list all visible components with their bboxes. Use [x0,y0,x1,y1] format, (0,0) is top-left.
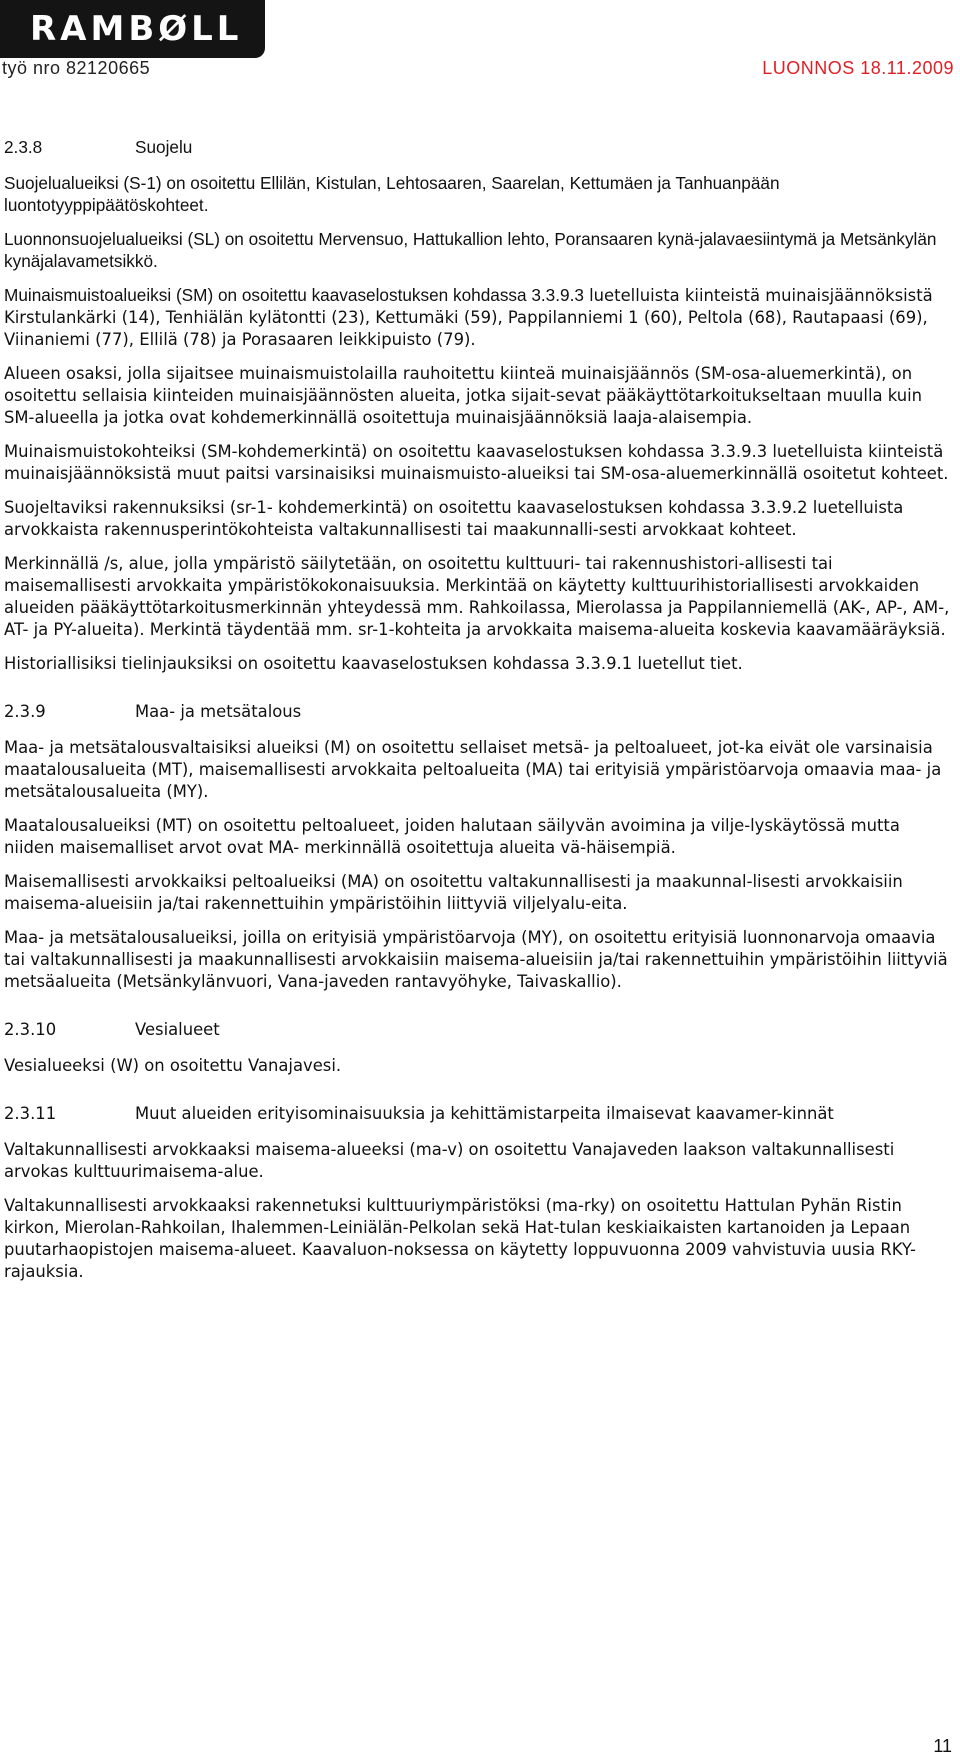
section-number: 2.3.11 [4,1104,57,1123]
paragraph [4,284,954,351]
section-heading-2-3-8 [4,136,954,158]
paragraph: Vesialueeksi (W) on osoitettu Vanajavesi. [4,1056,342,1075]
paragraph: Suojelualueiksi (S-1) on osoitettu Ellilän, Kistulan, Lehtosaaren, Saarelan, Kettumäen ja Tanhuanpään luontotyyppipäätöskohteet. [4,173,780,215]
paragraph: Suojeltaviksi rakennuksiksi (sr-1- kohdemerkintä) on osoitettu kaavaselostuksen kohdassa 3.3.9.2 luetelluista arvokkaista rakennusperintökohteista valtakunnallisesti tai maakunnalli-sesti arvokkaat kohteet. [4,498,904,539]
paragraph: Historiallisiksi tielinjauksiksi on osoitettu kaavaselostuksen kohdassa 3.3.9.1 luetellut tiet. [4,654,743,673]
paragraph: Maa- ja metsätalousalueiksi, joilla on erityisiä ympäristöarvoja (MY), on osoitettu erityisiä luonnonarvoja omaavia tai valtakunnallisesti ja maakunnallisesti arvokkaisiin maisema-alueisiin ja/tai rakennettuihin ympäristöihin liittyviä metsäalueita (Metsänkylänvuori, Vana-javeden rantavyöhyke, Taivaskallio). [4,928,948,991]
paragraph-rest: luetelluista kiinteistä muinaisjäännöksistä Kirstulankärki (14), Tenhiälän kylätontti (23), Kettumäki (59), Pappilanniemi 1 (60), Peltola (68), Rautapaasi (69), Viinaniemi (77), Ellilä (78) ja Porasaaren leikkipuisto (79). [4,286,933,349]
section-title: Muut alueiden erityisominaisuuksia ja kehittämistarpeita ilmaisevat kaavamer-kinnät [135,1104,834,1123]
section-title: Maa- ja metsätalous [135,702,302,721]
section-heading-2-3-11 [4,1103,954,1125]
paragraph: Valtakunnallisesti arvokkaaksi maisema-alueeksi (ma-v) on osoitettu Vanajaveden laakson valtakunnallisesti arvokas kulttuurimaisema-alue. [4,1140,895,1181]
section-number: 2.3.10 [4,1020,57,1039]
section-heading-2-3-9 [4,701,954,723]
section-number: 2.3.9 [4,702,46,721]
section-heading-2-3-10 [4,1019,954,1041]
paragraph: Maa- ja metsätalousvaltaisiksi alueiksi (M) on osoitettu sellaiset metsä- ja peltoalueet, jot-ka eivät ole varsinaisia maatalousalueita (MT), maisemallisesti arvokkaita peltoalueita (MA) tai erityisiä ympäristöarvoja omaavia maa- ja metsätalousalueita (MY). [4,738,942,801]
project-number: työ nro 82120665 [2,58,151,78]
paragraph: Valtakunnallisesti arvokkaaksi rakennetuksi kulttuuriympäristöksi (ma-rky) on osoitettu Hattulan Pyhän Ristin kirkon, Mierolan-Rahkoilan, Ihalemmen-Leiniälän-Pelkolan sekä Hat-tulan keskiaikaisten kartanoiden ja Lepaan puutarhaopistojen maisema-alueet. Kaavaluon-noksessa on käytetty loppuvuonna 2009 vahvistuvia uusia RKY-rajauksia. [4,1196,916,1281]
paragraph: Alueen osaksi, jolla sijaitsee muinaismuistolailla rauhoitettu kiinteä muinaisjäännös (SM-osa-aluemerkintä), on osoitettu sellaisia kiinteiden muinaisjäännösten alueita, jotka sijait-sevat pääkäyttötarkoitukseltaan muulla kuin SM-alueella ja jotka ovat kohdemerkinnällä osoitettuja muinaisjäännöksiä laaja-alaisempia. [4,364,923,427]
paragraph: Maisemallisesti arvokkaiksi peltoalueiksi (MA) on osoitettu valtakunnallisesti ja maakunnal-lisesti arvokkaisiin maisema-alueisiin ja/tai rakennettuihin ympäristöihin liittyviä viljelyalu-eita. [4,872,903,913]
paragraph: Muinaismuistokohteiksi (SM-kohdemerkintä) on osoitettu kaavaselostuksen kohdassa 3.3.9.3 luetelluista kiinteistä muinaisjäännöksistä muut paitsi varsinaisiksi muinaismuisto-alueiksi tai SM-osa-aluemerkinnällä osoitetut kohteet. [4,442,949,483]
paragraph: Merkinnällä /s, alue, jolla ympäristö säilytetään, on osoitettu kulttuuri- tai rakennushistori-allisesti tai maisemallisesti arvokkaita ympäristökokonaisuuksia. Merkintää on käytetty kulttuurihistoriallisesti arvokkaiden alueiden pääkäyttötarkoitusmerkinnän yhteydessä mm. Rahkoilassa, Mierolassa ja Pappilanniemellä (AK-, AP-, AM-, AT- ja PY-alueita). Merkintä täydentää mm. sr-1-kohteita ja arvokkaita maisema-alueita koskevia kaavamääräyksiä. [4,554,950,639]
page-number: 11 [933,1736,952,1756]
paragraph: Maatalousalueiksi (MT) on osoitettu peltoalueet, joiden halutaan säilyvän avoimina ja vilje-lyskäytössä mutta niiden maisemalliset arvot ovat MA- merkinnällä osoitettuja alueita vä-häisempiä. [4,816,900,857]
document-body [4,136,954,1295]
paragraph-lead: Muinaismuistoalueiksi (SM) on osoitettu kaavaselostuksen kohdassa 3.3.9.3 [4,285,584,305]
ramboll-logo: RAMBØLL [0,0,265,58]
section-title: Vesialueet [135,1020,220,1039]
section-title: Suojelu [135,137,193,157]
draft-date: LUONNOS 18.11.2009 [762,58,954,78]
section-number: 2.3.8 [4,137,43,157]
paragraph: Luonnonsuojelualueiksi (SL) on osoitettu Mervensuo, Hattukallion lehto, Poransaaren kynä-jalavaesiintymä ja Metsänkylän kynäjalavametsikkö. [4,229,937,271]
